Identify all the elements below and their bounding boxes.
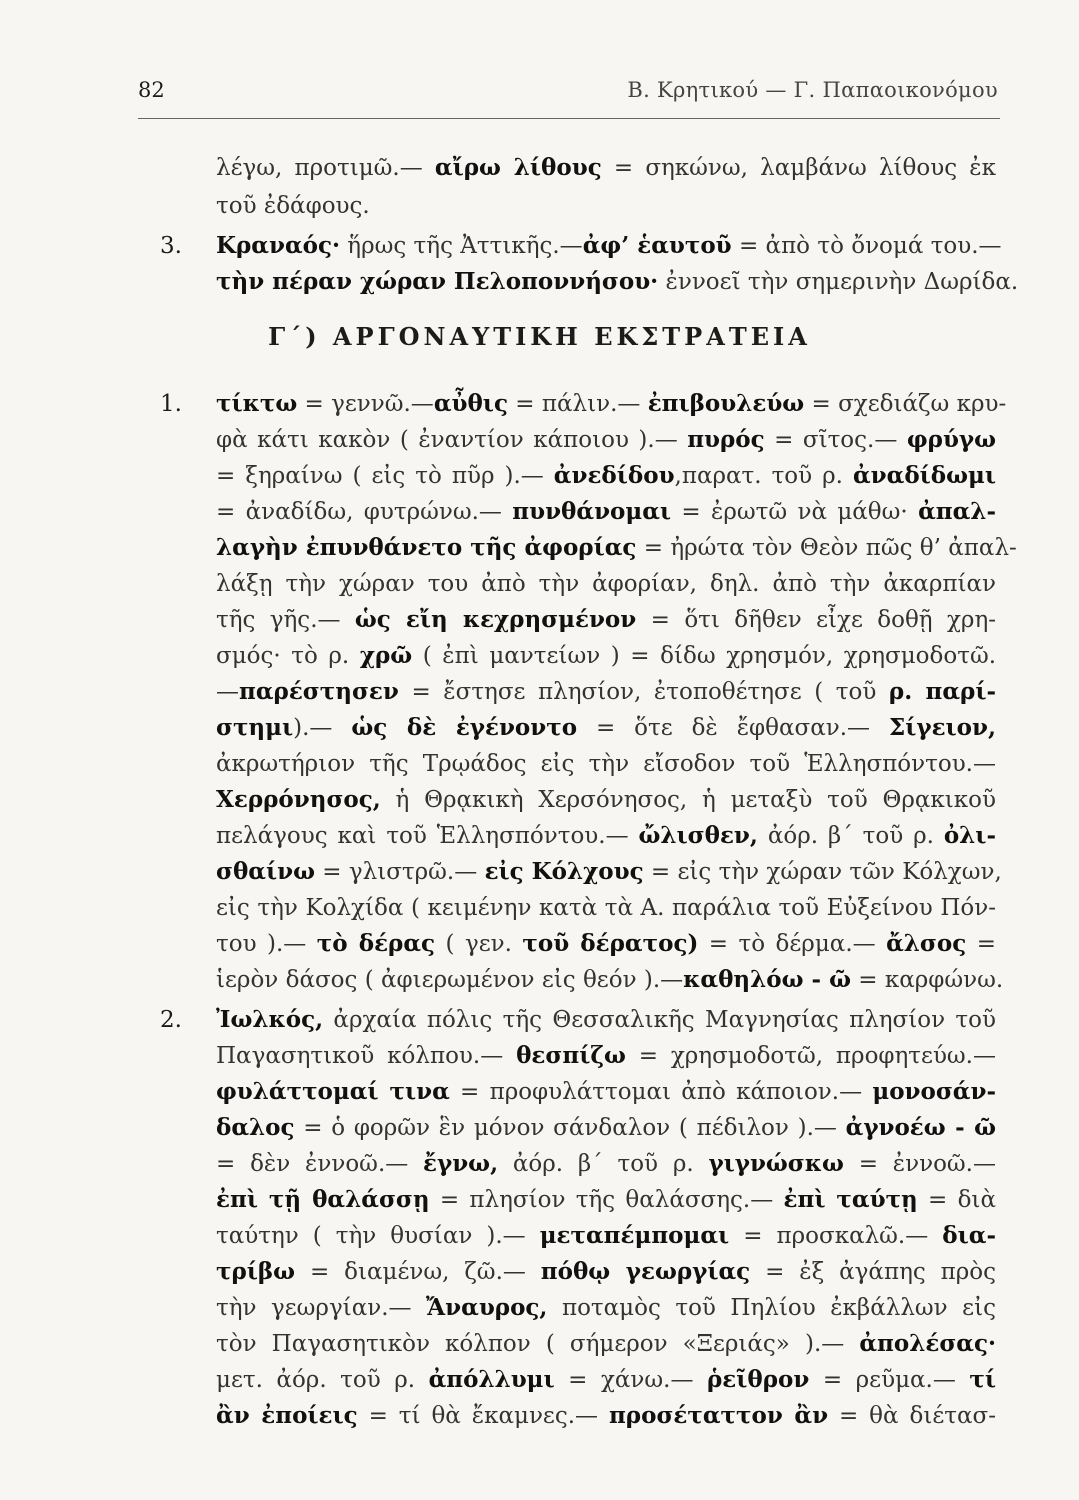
text-line [0, 1004, 1079, 1036]
gloss-text: = διὰ [917, 1187, 996, 1213]
line-text [216, 1112, 996, 1144]
gloss-text: = σῖτος.— [764, 427, 907, 453]
gloss-text: = θὰ διέτασ- [828, 1403, 996, 1429]
headword: τρίβω [216, 1258, 296, 1285]
headword: ῥεῖθρον [707, 1366, 810, 1393]
section-heading: Γ΄) ΑΡΓΟΝΑΥΤΙΚΗ ΕΚΣΤΡΑΤΕΙΑ [268, 322, 811, 351]
headword: μεταπέμπομαι [539, 1222, 730, 1249]
gloss-text: = προσκαλῶ.— [729, 1223, 943, 1249]
gloss-text: = [966, 931, 996, 957]
text-line [0, 676, 1079, 708]
gloss-text: λέγω, προτιμῶ.— [216, 155, 435, 181]
line-text [216, 712, 996, 744]
gloss-text: τοῦ ἐδάφους. [216, 193, 370, 219]
headword: τὴν πέραν χώραν Πελοποννήσου· [216, 268, 659, 295]
headword: στημι [216, 714, 294, 741]
text-line [0, 712, 1079, 744]
gloss-text: ἐννοεῖ τὴν σημερινὴν Δωρίδα. [658, 269, 1019, 295]
gloss-text: ( ἐπὶ μαντείων ) = δίδω χρησμόν, χρησμοδοτῶ. [412, 643, 997, 669]
gloss-text: ἱερὸν δάσος ( ἀφιερωμένον εἰς θεόν ).— [216, 967, 684, 993]
gloss-text: ταύτην ( τὴν θυσίαν ).— [216, 1223, 540, 1249]
gloss-text: μετ. ἀόρ. τοῦ ρ. [216, 1367, 429, 1393]
line-text [216, 928, 996, 960]
text-line [0, 784, 1079, 816]
line-text [216, 1364, 996, 1396]
gloss-text: = σηκώνω, λαμβάνω λίθους ἐκ [601, 155, 996, 181]
text-line [0, 1220, 1079, 1252]
gloss-text: = ὁ φορῶν ἓν μόνον σάνδαλον ( πέδιλον ).— [294, 1115, 846, 1141]
gloss-text: φὰ κάτι κακὸν ( ἐναντίον κάποιου ).— [216, 427, 688, 453]
headword: τί [969, 1366, 996, 1393]
gloss-text: ( γεν. [435, 931, 523, 957]
gloss-text: = ὅτε δὲ ἔφθασαν.— [577, 715, 889, 741]
text-line [0, 748, 1079, 780]
gloss-text: = διαμένω, ζῶ.— [295, 1259, 541, 1285]
headword: εἰς Κόλχους [484, 858, 644, 885]
line-text [216, 1292, 996, 1324]
text-line [0, 1292, 1079, 1324]
line-text [216, 190, 996, 222]
gloss-text: εἰς τὴν Κολχίδα ( κειμένην κατὰ τὰ Α. παράλια τοῦ Εὐξείνου Πόν- [216, 895, 996, 921]
gloss-text: τῆς γῆς.— [216, 607, 355, 633]
item-number: 3. [160, 233, 182, 259]
gloss-text: = ἀναδίδω, φυτρώνω.— [216, 499, 513, 525]
line-text [216, 784, 996, 816]
text-line [0, 230, 1079, 262]
gloss-text: — [216, 679, 239, 705]
gloss-text: = γλιστρῶ.— [315, 859, 485, 885]
line-text [216, 676, 996, 708]
gloss-text: = ἀπὸ τὸ ὄνομά του.— [731, 233, 1002, 259]
text-line [0, 820, 1079, 852]
line-text [216, 1220, 996, 1252]
text-line [0, 640, 1079, 672]
headword: ὀλι- [943, 822, 996, 849]
line-text [216, 388, 1007, 420]
gloss-text: Παγασητικοῦ κόλπου.— [216, 1043, 517, 1069]
line-text [216, 1328, 996, 1360]
line-text [216, 1400, 996, 1432]
line-text [216, 1040, 996, 1072]
item-number: 1. [160, 391, 182, 417]
line-text [216, 856, 1002, 888]
line-text [216, 460, 996, 492]
headword: παρέστησεν [239, 678, 399, 705]
gloss-text: σμός· τὸ ρ. [216, 643, 360, 669]
headword: ἀνεδίδου [553, 462, 675, 489]
gloss-text: = ξηραίνω ( εἰς τὸ πῦρ ).— [216, 463, 554, 489]
line-text [216, 532, 1017, 564]
headword: ἐπιβουλεύω [647, 390, 805, 417]
headword: τοῦ δέρατος) [522, 930, 699, 957]
text-line [0, 1328, 1079, 1360]
headword: πυνθάνομαι [512, 498, 672, 525]
line-text [216, 496, 996, 528]
headword: λαγὴν ἐπυνθάνετο τῆς ἀφορίας [216, 534, 637, 561]
text-line [0, 424, 1079, 456]
headword: ἄλσος [886, 930, 967, 957]
text-line [0, 568, 1079, 600]
headword: ἀπόλλυμι [428, 1366, 555, 1393]
gloss-text: ἥρως τῆς Ἀττικῆς.— [340, 233, 583, 259]
gloss-text: = ἐννοῶ.— [843, 1151, 996, 1177]
gloss-text: = ἐξ ἀγάπης πρὸς [750, 1259, 996, 1285]
text-line [0, 266, 1079, 298]
text-line [0, 928, 1079, 960]
gloss-text: ,παρατ. τοῦ ρ. [674, 463, 853, 489]
headword: αἴρω λίθους [434, 154, 602, 181]
gloss-text: = ρεῦμα.— [809, 1367, 970, 1393]
headword: ἂν ἐποίεις [216, 1402, 358, 1429]
headword: θεσπίζω [516, 1042, 626, 1069]
gloss-text: λάξῃ τὴν χώραν του ἀπὸ τὴν ἀφορίαν, δηλ. ἀπὸ τὴν ἀκαρπίαν [216, 571, 996, 597]
headword: χρῶ [359, 642, 413, 669]
headword: Χερρόνησος, [216, 786, 381, 813]
line-text [216, 230, 1002, 262]
gloss-text: ποταμὸς τοῦ Πηλίου ἐκβάλλων εἰς [547, 1295, 996, 1321]
headword: δια- [942, 1222, 996, 1249]
gloss-text: ἀόρ. β΄ τοῦ ρ. [757, 823, 944, 849]
headword: ἀγνοέω - ῶ [845, 1114, 996, 1141]
line-text [216, 964, 1004, 996]
line-text [216, 266, 1019, 298]
gloss-text: = τί θὰ ἔκαμνες.— [357, 1403, 609, 1429]
headword: φρύγω [906, 426, 996, 453]
text-line [0, 892, 1079, 924]
headword: ἀπολέσας· [859, 1330, 996, 1357]
line-text [216, 152, 996, 184]
headword: προσέταττον ἂν [608, 1402, 829, 1429]
line-text [216, 892, 996, 924]
page-header [138, 78, 998, 114]
text-line [0, 1148, 1079, 1180]
headword: ὤλισθεν, [638, 822, 758, 849]
headword: πόθῳ γεωργίας [540, 1258, 751, 1285]
text-line [0, 604, 1079, 636]
headword: πυρός [687, 426, 765, 453]
text-line [0, 1364, 1079, 1396]
line-text [216, 748, 996, 780]
headword: ἐπὶ ταύτῃ [783, 1186, 918, 1213]
gloss-text: ).— [293, 715, 352, 741]
gloss-text: τὴν γεωργίαν.— [216, 1295, 427, 1321]
headword: ἀφ’ ἑαυτοῦ [582, 232, 732, 259]
line-text [216, 424, 996, 456]
headword: ὡς εἴη κεχρησμένον [354, 606, 637, 633]
text-line [0, 1076, 1079, 1108]
headword: Σίγειον, [889, 714, 996, 741]
gloss-text: ἀκρωτήριον τῆς Τρῳάδος εἰς τὴν εἴσοδον τοῦ Ἑλλησπόντου.— [216, 751, 996, 777]
text-line [0, 152, 1079, 184]
headword: ὡς δὲ ἐγένοντο [351, 714, 578, 741]
headword: Κραναός· [216, 232, 340, 259]
line-text [216, 604, 996, 636]
headword: τὸ δέρας [316, 930, 436, 957]
gloss-text: ἀόρ. β΄ τοῦ ρ. [498, 1151, 709, 1177]
headword: ἀπαλ- [918, 498, 996, 525]
text-line [0, 388, 1079, 420]
gloss-text: του ).— [216, 931, 317, 957]
gloss-text: = δὲν ἐννοῶ.— [216, 1151, 424, 1177]
line-text [216, 1184, 996, 1216]
headword: Ἰωλκός, [216, 1006, 324, 1033]
gloss-text: = χάνω.— [554, 1367, 707, 1393]
text-line [0, 190, 1079, 222]
headword: Ἄναυρος, [426, 1294, 548, 1321]
gloss-text: = ἐρωτῶ νὰ μάθω· [671, 499, 919, 525]
headword: δαλος [216, 1114, 295, 1141]
gloss-text: = προφυλάττομαι ἀπὸ κάποιον.— [449, 1079, 873, 1105]
text-line [0, 1400, 1079, 1432]
text-line [0, 532, 1079, 564]
text-line [0, 1040, 1079, 1072]
text-line [0, 496, 1079, 528]
text-line [0, 1112, 1079, 1144]
line-text [216, 1004, 996, 1036]
gloss-text: = ὅτι δῆθεν εἶχε δοθῇ χρη- [636, 607, 997, 633]
headword: αὖθις [433, 390, 508, 417]
text-line [0, 1184, 1079, 1216]
header-rule [138, 118, 1000, 119]
line-text [216, 1076, 996, 1108]
headword: καθηλόω - ῶ [683, 966, 851, 993]
gloss-text: πελάγους καὶ τοῦ Ἑλλησπόντου.— [216, 823, 639, 849]
line-text [216, 820, 996, 852]
gloss-text: = πάλιν.— [507, 391, 648, 417]
gloss-text: = εἰς τὴν χώραν τῶν Κόλχων, [643, 859, 1002, 885]
text-line [0, 964, 1079, 996]
text-line [0, 1256, 1079, 1288]
gloss-text: ἡ Θρᾳκικὴ Χερσόνησος, ἡ μεταξὺ τοῦ Θρᾳκικοῦ [380, 787, 996, 813]
gloss-text: = τὸ δέρμα.— [698, 931, 887, 957]
headword: ἐπὶ τῇ θαλάσσῃ [216, 1186, 430, 1213]
line-text [216, 1256, 996, 1288]
text-line [0, 460, 1079, 492]
item-number: 2. [160, 1007, 182, 1033]
line-text [216, 1148, 996, 1180]
headword: ἀναδίδωμι [852, 462, 996, 489]
gloss-text: = πλησίον τῆς θαλάσσης.— [429, 1187, 784, 1213]
line-text [216, 568, 996, 600]
headword: γιγνώσκω [708, 1150, 844, 1177]
headword: σθαίνω [216, 858, 315, 885]
gloss-text: = καρφώνω. [850, 967, 1004, 993]
gloss-text: = ἔστησε πλησίον, ἐτοποθέτησε ( τοῦ [398, 679, 889, 705]
text-line [0, 856, 1079, 888]
page-number: 82 [138, 78, 165, 102]
headword: ἔγνω, [423, 1150, 499, 1177]
running-head: Β. Κρητικού — Γ. Παπαοικονόμου [627, 78, 998, 102]
headword: ρ. παρί- [888, 678, 996, 705]
gloss-text: = χρησμοδοτῶ, προφητεύω.— [625, 1043, 996, 1069]
line-text [216, 640, 996, 672]
gloss-text: = σχεδιάζω κρυ- [804, 391, 1007, 417]
headword: μονοσάν- [872, 1078, 996, 1105]
headword: φυλάττομαί τινα [216, 1078, 450, 1105]
gloss-text: = γεννῶ.— [297, 391, 434, 417]
headword: τίκτω [216, 390, 298, 417]
gloss-text: = ἠρώτα τὸν Θεὸν πῶς θ’ ἀπαλ- [636, 535, 1017, 561]
gloss-text: τὸν Παγασητικὸν κόλπον ( σήμερον «Ξεριάς» ).— [216, 1331, 860, 1357]
gloss-text: ἀρχαία πόλις τῆς Θεσσαλικῆς Μαγνησίας πλησίον τοῦ [323, 1007, 996, 1033]
